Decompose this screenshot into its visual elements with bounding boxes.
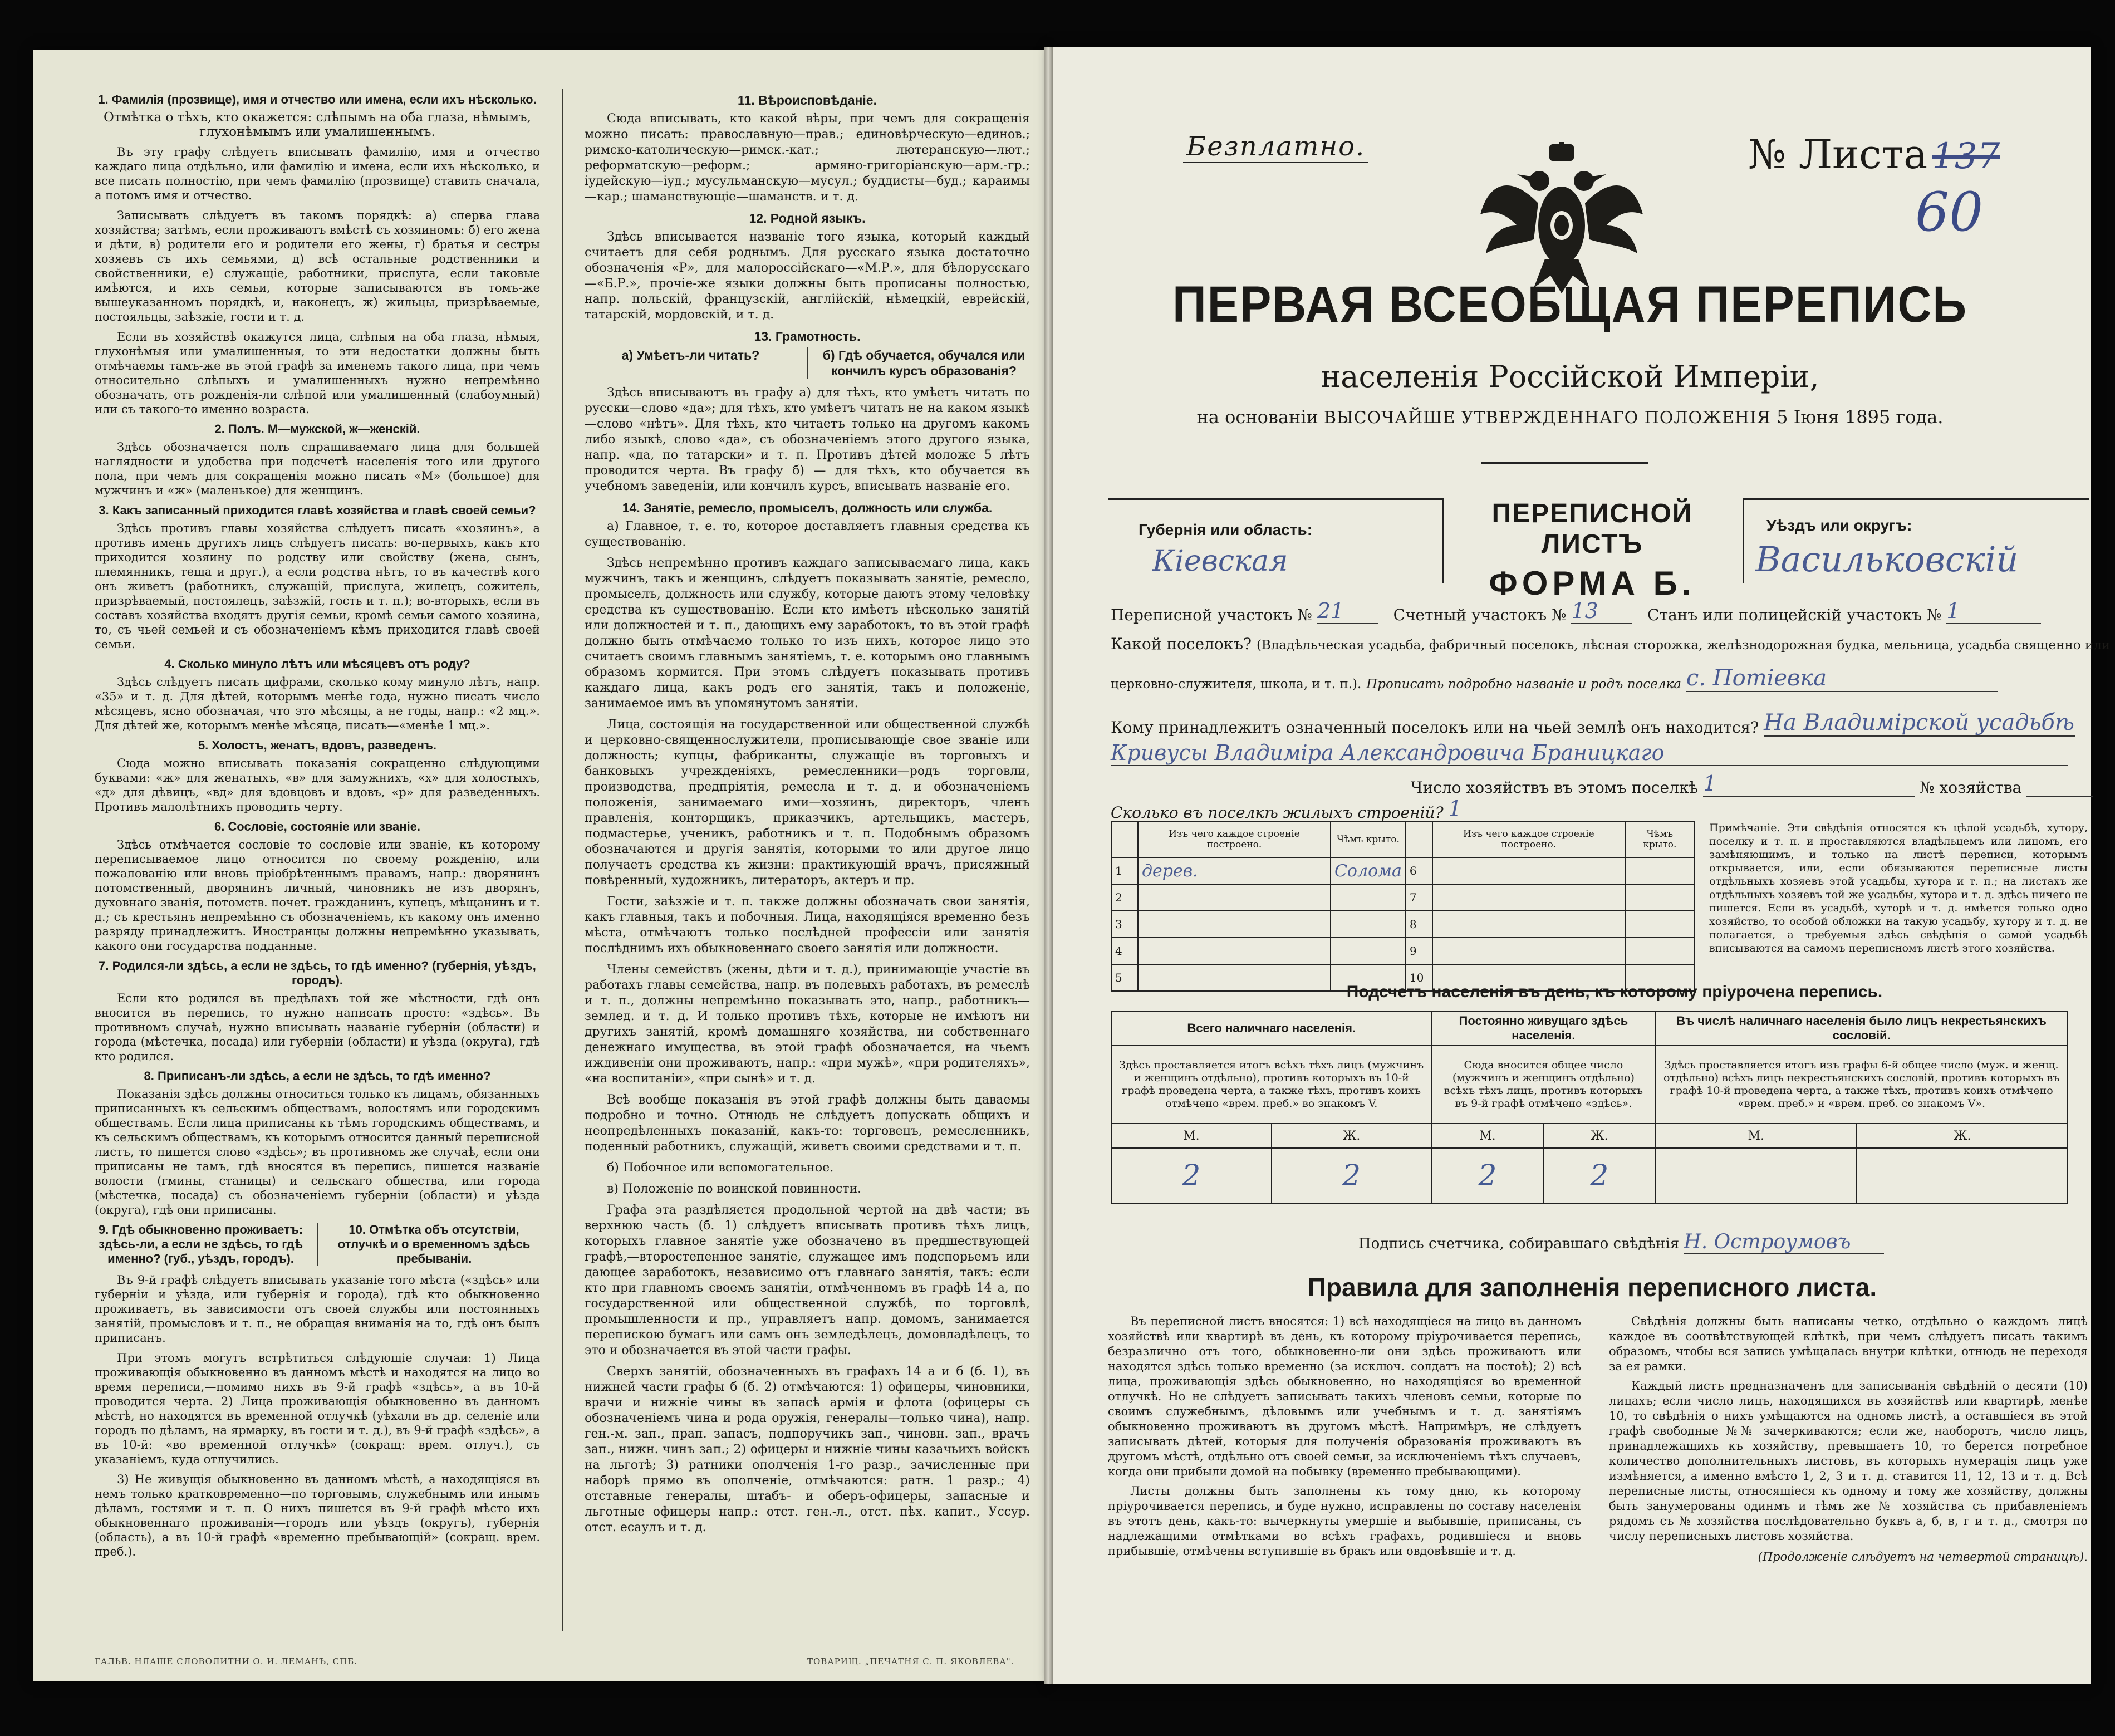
building-material xyxy=(1432,938,1625,964)
printer-footnote-right: ТОВАРИЩ. „ПЕЧАТНЯ С. П. ЯКОВЛЕВА". xyxy=(807,1656,1014,1666)
pop-header-permanent: Постоянно живущаго здѣсь населенія. xyxy=(1431,1011,1655,1046)
row-number: 10 xyxy=(1406,964,1432,991)
blank-header-2 xyxy=(1406,822,1432,857)
instruction-paragraph: Если въ хозяйствѣ окажутся лица, слѣпыя на оба глаза, нѣмыя, глухонѣмыя или умалишенныя, то эти недостатки должны быть отмѣчаемы тамъ-же въ этой графѣ за именемъ такого лица, при чемъ относительно слѣпыхъ и умалишенныхъ нужно непремѣнно обозначать, отъ рожденія-ли слѣпой или умалишенный (слабоумный) или съ такого-то именно возраста. xyxy=(95,330,540,416)
row-number: 6 xyxy=(1406,857,1432,884)
row-number: 5 xyxy=(1111,964,1138,991)
non-peasant-female-count xyxy=(1857,1148,2068,1204)
instruction-paragraph: Здѣсь отмѣчается сословіе то сословіе или званіе, къ которому переписываемое лицо относится по своему рожденію, или пожалованію или вновь пріобрѣтеннымъ правамъ, напр.: дворянинъ потомственный, дворянинъ личный, чиновникъ не изъ дворянъ, духовнаго званія, потомств. почет. гражданинъ, купецъ, мѣщанинъ и т. д.; съ крестьянъ непремѣнно съ обозначеніемъ, къ какому онъ именно разряду принадлежитъ. Иностранцы должны непремѣнно указывать, какого они государства подданные. xyxy=(95,838,540,953)
building-material xyxy=(1138,938,1331,964)
buildings-note: Примѣчаніе. Эти свѣдѣнія относятся къ цѣлой усадьбѣ, хутору, поселку и т. п. и проставляются владѣльцемъ или лицомъ, его замѣняющимъ, и только на листѣ переписи, которымъ открывается, или, если обязываются переписные листы отдѣльныхъ хозяевъ этой усадьбы, хутора и т. п.; на листахъ же отдѣльныхъ хозяевъ той же усадьбы, хутора и т. д. здѣсь ничего не пишется. Если въ усадьбѣ, хуторѣ и т. д. имѣется только одно хозяйство, то особой обложки на такую усадьбу, хутору и т. д. не полагается, а требуемыя здѣсь свѣдѣнія о самой усадьбѣ вписываются на самомъ переписномъ листѣ этого хозяйства. xyxy=(1709,822,2088,954)
form-title-line1: ПЕРЕПИСНОЙ ЛИСТЪ xyxy=(1491,499,1693,559)
divider xyxy=(807,347,808,379)
divider xyxy=(1481,462,1648,464)
basis-caps: ВЫСОЧАЙШЕ УТВЕРЖДЕННАГО ПОЛОЖЕНІЯ xyxy=(1324,408,1771,428)
table-row xyxy=(1111,884,1695,911)
roof-material xyxy=(1331,938,1406,964)
row-number: 3 xyxy=(1111,911,1138,938)
col-male: М. xyxy=(1431,1124,1543,1148)
buildings-table xyxy=(1111,821,1695,992)
district-box xyxy=(1743,498,2089,583)
population-title: Подсчетъ населенія въ день, къ которому пріурочена перепись. xyxy=(1346,983,1883,1001)
instruction-paragraph: Здѣсь непремѣнно противъ каждаго записываемаго лица, какъ мужчинъ, такъ и женщинъ, слѣдуетъ показывать занятіе, ремесло, промыселъ, должность или службу, которые даютъ этому человѣку средства къ существованію. Если кто имѣетъ нѣсколько занятій или должностей и т. п., дающихъ ему заработокъ, то въ этой графѣ должно быть отмѣчаемо только то изъ нихъ, которое лицо это считаетъ своимъ главнымъ занятіемъ, т. е. которымъ оно главнымъ образомъ кормится. При этомъ слѣдуетъ показывать противъ каждаго лица, какъ родъ его занятія, такъ и положеніе, занимаемое имъ въ упомянутомъ занятіи. xyxy=(585,556,1030,710)
section-title: 14. Занятіе, ремесло, промыселъ, должность или служба. xyxy=(622,501,993,515)
instruction-paragraph: Члены семействъ (жены, дѣти и т. д.), принимающіе участіе въ работахъ главы семейства, напр. въ полевыхъ работахъ, въ ремеслѣ и т. п., должны непремѣнно показывать это, напр., работникъ—землед. и т. д. И только противъ тѣхъ, которые не имѣютъ ни другихъ занятій, кромѣ домашняго хозяйства, ни собственнаго денежнаго имущества, въ этой графѣ обозначается, на чьемъ иждивеніи они проживаютъ, напр.: «при мужѣ», «при родителяхъ», «на воспитаніи», «при сынѣ» и т. д. xyxy=(585,963,1030,1086)
blank-header xyxy=(1111,822,1138,857)
settlement-type-row xyxy=(1111,635,2111,653)
province-label: Губернія или область: xyxy=(1139,521,1313,538)
table-row xyxy=(1111,938,1695,964)
roof-material: Солома xyxy=(1331,857,1406,884)
police-district-label: Станъ или полицейскій участокъ № xyxy=(1647,606,1942,624)
printer-footnote-left: ГАЛЬВ. НЛАШЕ СЛОВОЛИТНИ О. И. ЛЕМАНЪ, СПБ. xyxy=(95,1656,357,1666)
paired-section-titles xyxy=(585,347,1030,379)
legal-basis xyxy=(1136,406,2004,428)
instruction-paragraph: а) Главное, т. е. то, которое доставляетъ главныя средства къ существованію. xyxy=(585,519,1030,549)
instruction-paragraph: Записывать слѣдуетъ въ такомъ порядкѣ: а) сперва глава хозяйства; затѣмъ, если проживаютъ вмѣстѣ съ хозяиномъ: б) его жена и дѣти, в) родители его и родители его жены, г) братья и сестры хозяевъ съ ихъ семьями, д) всѣ остальные родственники и свойственники, е) служащіе, работники, прислуга, если таковые имѣются, и ихъ семьи, которые записываются въ томъ-же вышеуказанномъ порядкѣ, и, наконецъ, ж) жильцы, призрѣваемые, постояльцы, заѣзжіе, гости и т. д. xyxy=(95,209,540,323)
rules-paragraph: Въ переписной листъ вносятся: 1) всѣ находящіеся на лицо въ данномъ хозяйствѣ или квартирѣ въ день, къ которому пріурочивается перепись, безразлично отъ того, обыкновенно-ли они здѣсь проживаютъ или находятся здѣсь только временно (за исключ. солдатъ на постоѣ); 2) всѣ лица, проживающія здѣсь обыкновенно, но находящіяся во временной отлучкѣ. Но не слѣдуетъ записывать такихъ членовъ семьи, которые по своимъ служебнымъ, дѣловымъ или учебнымъ и т. д. занятіямъ обыкновенно проживаютъ въ другомъ мѣстѣ. Напримѣръ, не слѣдуетъ записывать дѣтей, которыя для полученія образованія проживаютъ въ другомъ мѣстѣ, отдѣльно отъ своей семьи, за исключеніемъ тѣхъ случаевъ, когда они прибыли домой на побывку (временно пребывающими). xyxy=(1108,1315,1581,1478)
pop-desc-non-peasant: Здѣсь проставляется итогъ изъ графы 6-й общее число (муж. и женщ. отдѣльно) всѣхъ лицъ некрестьянскихъ сословій, противъ которыхъ въ графѣ 10-й проведена черта, а также тѣхъ, противъ коихъ отмѣчено «врем. преб.» и «врем. преб. со знакомъ V». xyxy=(1655,1046,2068,1124)
building-material xyxy=(1432,884,1625,911)
instruction-paragraph: Здѣсь обозначается полъ спрашиваемаго лица для большей наглядности и удобства при подсчетѣ населенія того или другого пола, при чемъ для сокращенія можно писать «М» (большое) для мужчинъ и «ж» (маленькое) для женщинъ. xyxy=(95,440,540,497)
roof-header-1: Чѣмъ крыто. xyxy=(1331,822,1406,857)
roof-header-2: Чѣмъ крыто. xyxy=(1625,822,1695,857)
row-number: 4 xyxy=(1111,938,1138,964)
police-district-value: 1 xyxy=(1946,599,2041,624)
instruction-paragraph: Всѣ вообще показанія въ этой графѣ должны быть даваемы подробно и точно. Отнюдь не слѣдуетъ допускать общихъ и неопредѣленныхъ показаній, какъ-то: торговецъ, ремесленникъ, поденный работникъ, служащій, живетъ своими средствами и т. п. xyxy=(585,1093,1030,1154)
section-title: 13. Грамотность. xyxy=(754,329,861,344)
col-male: М. xyxy=(1655,1124,1857,1148)
row-number: 1 xyxy=(1111,857,1138,884)
divider xyxy=(317,1223,318,1266)
row-number: 9 xyxy=(1406,938,1432,964)
col-female: Ж. xyxy=(1543,1124,1655,1148)
section-title: а) Умѣетъ-ли читать? xyxy=(621,348,760,362)
form-title xyxy=(1447,498,1737,602)
signature-label: Подпись счетчика, собиравшаго свѣдѣнія xyxy=(1358,1235,1680,1252)
owner-row-2 xyxy=(1111,741,2079,766)
section-title: 12. Родной языкъ. xyxy=(749,211,866,225)
roof-material xyxy=(1331,884,1406,911)
roof-material xyxy=(1625,938,1695,964)
rules-paragraph: Свѣдѣнія должны быть написаны четко, отдѣльно о каждомъ лицѣ каждое въ соотвѣтствующей клѣткѣ, при чемъ слѣдуетъ писать такимъ образомъ, чтобы вся запись умѣщалась внутри клѣтки, отнюдь не переходя за ея рамки. xyxy=(1609,1315,2088,1373)
census-district-label: Переписной участокъ № xyxy=(1111,606,1312,624)
section-title: 7. Родился-ли здѣсь, а если не здѣсь, то гдѣ именно? (губернія, уѣздъ, городъ). xyxy=(99,959,536,987)
section-title: 4. Сколько минуло лѣтъ или мѣсяцевъ отъ роду? xyxy=(164,657,470,671)
sheet-number-label: № Листа xyxy=(1748,131,1928,178)
instruction-paragraph: 3) Не живущія обыкновенно въ данномъ мѣстѣ, а находящіяся въ немъ только кратковременно—по торговымъ, служебнымъ или инымъ дѣламъ, гостями и т. п. О нихъ пишется въ 9-й графѣ мѣсто ихъ обыкновеннаго проживанія—городъ или уѣздъ (округъ), губернія (область), а въ 10-й графѣ «временно пребывающій» (сокращ. врем. преб.). xyxy=(95,1473,540,1558)
counting-district-label: Счетный участокъ № xyxy=(1393,606,1567,624)
settlement-label: Какой поселокъ? xyxy=(1111,635,1252,653)
pop-desc-present: Здѣсь проставляется итогъ всѣхъ тѣхъ лицъ (мужчинъ и женщинъ отдѣльно), противъ которыхъ въ 10-й графѣ проведена черта, а также тѣхъ, противъ коихъ отмѣчено «врем. преб.» во знакомъ V. xyxy=(1111,1046,1431,1124)
district-numbers-row xyxy=(1111,599,2079,624)
page-fold xyxy=(1044,47,1053,1684)
instruction-paragraph: Въ 9-й графѣ слѣдуетъ вписывать указаніе того мѣста («здѣсь» или губерніи и уѣзда, или губернія и города), гдѣ кто обыкновенно проживаетъ, въ зависимости отъ своей службы или постоянныхъ занятій, промысловъ и т. п., не обращая вниманія на то, гдѣ онъ былъ приписанъ. xyxy=(95,1273,540,1345)
page-title: ПЕРВАЯ ВСЕОБЩАЯ ПЕРЕПИСЬ xyxy=(1172,276,1967,333)
material-header-1: Изъ чего каждое строеніе построено. xyxy=(1138,822,1331,857)
building-material xyxy=(1138,911,1331,938)
instruction-paragraph: Въ эту графу слѣдуетъ вписывать фамилію, имя и отчество каждаго лица отдѣльно, или фамилію и имена, если ихъ нѣсколько, и все писать полностію, при чемъ фамилію (прозвище) ставить сначала, а потомъ имя и отчество. xyxy=(95,145,540,202)
instruction-paragraph: Гости, заѣзжіе и т. п. также должны обозначать свои занятія, какъ главныя, такъ и побочныя. Лица, находящіяся временно безъ мѣста, отмѣчаютъ только послѣдней профессіи или занятія послѣднимъ ихъ обыкновеннаго своего занятія или должности. xyxy=(585,895,1030,955)
settlement-name-row xyxy=(1111,665,2079,692)
permanent-male-count: 2 xyxy=(1431,1148,1543,1204)
row-number: 7 xyxy=(1406,884,1432,911)
instruction-paragraph: в) Положеніе по воинской повинности. xyxy=(607,1182,862,1196)
present-male-count: 2 xyxy=(1111,1148,1272,1204)
province-box xyxy=(1108,498,1444,583)
section-subtitle: Отмѣтка о тѣхъ, кто окажется: слѣпымъ на оба глаза, нѣмымъ, глухонѣмымъ или умалишеннымъ. xyxy=(104,110,531,139)
column-divider xyxy=(562,89,563,1631)
rules-title: Правила для заполненія переписного листа. xyxy=(1307,1273,1877,1302)
instruction-paragraph: Графа эта раздѣляется продольной чертой на двѣ части; въ верхнюю часть (б. 1) слѣдуетъ вписывать противъ тѣхъ лицъ, которыхъ главное занятіе уже обозначено въ предшествующей графѣ,—второстепенное занятіе, служащее имъ подспорьемъ или дающее заработокъ, независимо отъ главнаго занятія, такъ: если кто при главномъ своемъ занятіи, отмѣченномъ въ графѣ 14 а, по государственной или общественной службѣ, по торговлѣ, промышленности и пр., управляетъ напр. домомъ, занимается перепискою бумагъ или самъ онъ земледѣлецъ, домовладѣлецъ, то это и обозначается въ этой части графы. xyxy=(585,1203,1030,1357)
basis-post: 5 Іюня 1895 года. xyxy=(1777,406,1944,428)
instructions-column-1 xyxy=(95,89,540,1565)
households-value: 1 xyxy=(1703,771,1915,797)
district-label: Уѣздъ или округъ: xyxy=(1766,517,1912,534)
building-material xyxy=(1138,884,1331,911)
row-number: 8 xyxy=(1406,911,1432,938)
buildings-value: 1 xyxy=(1449,796,1521,822)
section-title: 6. Сословіе, состояніе или званіе. xyxy=(214,820,421,833)
instruction-paragraph: Сверхъ занятій, обозначенныхъ въ графахъ 14 а и б (б. 1), въ нижней части графы б (б. 2) отмѣчаются: 1) офицеры, чиновники, врачи и нижніе чины въ запасѣ армія и флота (офицеры съ обозначеніемъ чина и рода оружія, генералы—только чина), напр. ген.-м. зап., прап. запасъ, подпоручикъ зап., чиновн. зап., врачъ зап., нижн. чинъ зап.; 2) офицеры и нижніе чины казачьихъ войскъ на льготѣ; 3) ратники ополченія 1-го разр., зачисленные при наборѣ прямо въ ополченіе, отмѣчаются: ратн. 1 разр.; 4) отставные генералы, штабъ- и оберъ-офицеры, запасные и льготные офицеры напр.: отст. ген.-л., отст. пѣх. капит., Уссур. отст. есаулъ и т. д. xyxy=(585,1365,1030,1534)
roof-material xyxy=(1625,884,1695,911)
district-value: Васильковскій xyxy=(1755,539,2019,580)
section-title: 11. Вѣроисповѣданіе. xyxy=(738,93,877,107)
owner-row xyxy=(1111,710,2079,737)
col-female: Ж. xyxy=(1272,1124,1432,1148)
table-row xyxy=(1111,857,1695,884)
settlement-value: с. Потіевка xyxy=(1686,665,1998,692)
province-value: Кіевская xyxy=(1152,545,1288,578)
rules-paragraph: Листы должны быть заполнены къ тому дню, къ которому пріурочивается перепись, и буде нужно, исправлены по составу населенія въ этотъ день, какъ-то: вычеркнуты умершіе и выбывшіе, приписаны, съ надлежащими отмѣтками во всѣхъ графахъ, родившіеся и вновь прибывшіе, отмѣчены вступившіе въ бракъ или овдовѣвшіе и т. д. xyxy=(1108,1484,1581,1558)
sheet-number xyxy=(1748,131,2000,178)
buildings-label: Сколько въ поселкѣ жилыхъ строеній? xyxy=(1111,803,1444,822)
continued-note: (Продолженіе слѣдуетъ на четвертой страницѣ). xyxy=(1758,1550,2088,1563)
sheet-number-handwritten: 137 xyxy=(1932,136,2000,177)
enumerator-signature-row xyxy=(1358,1230,1884,1254)
instruction-paragraph: При этомъ могутъ встрѣтиться слѣдующіе случаи: 1) Лица проживающія обыкновенно въ данномъ мѣстѣ и находятся на лицо во время переписи,—помимо нихъ въ 9-й графѣ «здѣсь», а въ 10-й проводится черта. 2) Лица проживающія обыкновенно въ данномъ мѣстѣ, но находятся въ временной отлучкѣ (уѣхали въ др. селеніе или городъ по дѣламъ, на ярмарку, въ гости и т. д.), въ 9-й графѣ «здѣсь», а въ 10-й: «во временной отлучкѣ» (сокращ: врем. отлуч.), съ указаніемъ, куда отлучились. xyxy=(95,1351,540,1466)
pop-header-present: Всего наличнаго населенія. xyxy=(1111,1011,1431,1046)
building-material: дерев. xyxy=(1138,857,1331,884)
instruction-paragraph: Сюда можно вписывать показанія сокращенно слѣдующими буквами: «ж» для женатыхъ, «в» для замужнихъ, «х» для холостыхъ, «д» для дѣвицъ, «вд» для вдовцовъ и вдовъ, «р» для разведенныхъ. Противъ малолѣтнихъ проводить черту. xyxy=(95,757,540,813)
buildings-row xyxy=(1111,796,2079,822)
households-label: Число хозяйствъ въ этомъ поселкѣ xyxy=(1410,778,1699,797)
form-title-line2: ФОРМА Б. xyxy=(1489,565,1696,602)
instruction-paragraph: Здѣсь вписывается названіе того языка, который каждый считаетъ для себя роднымъ. Для русскаго языка достаточно обозначенія «Р», для малороссійскаго—«М.Р.», для бѣлорусскаго—«Б.Р.», прочіе-же языки должны быть прописаны полностью, напр. польскій, французскій, англійскій, нѣмецкій, еврейскій, татарскій, мордовскій, и т. д. xyxy=(585,230,1030,322)
section-title: 10. Отмѣтка объ отсутствіи, отлучкѣ и о временномъ здѣсь пребываніи. xyxy=(337,1223,531,1266)
settlement-hint: (Владѣльческая усадьба, фабричный поселокъ, лѣсная сторожка, желѣзнодорожная будка, мельница, усадьба священно или xyxy=(1256,638,2111,653)
roof-material xyxy=(1625,911,1695,938)
col-female: Ж. xyxy=(1857,1124,2068,1148)
section-title: 9. Гдѣ обыкновенно проживаетъ: здѣсь-ли, а если не здѣсь, то гдѣ именно? (губ., уѣздъ, городъ). xyxy=(98,1223,303,1266)
double-headed-eagle-emblem xyxy=(1478,142,1645,295)
population-table xyxy=(1111,1011,2068,1204)
pop-header-non-peasant: Въ числѣ наличнаго населенія было лицъ некрестьянскихъ сословій. xyxy=(1655,1011,2068,1046)
paired-section-titles xyxy=(95,1223,540,1266)
instruction-paragraph: б) Побочное или вспомогательное. xyxy=(607,1161,834,1175)
roof-material xyxy=(1331,911,1406,938)
rules-column-1 xyxy=(1108,1314,1581,1563)
basis-pre: на основаніи xyxy=(1196,406,1318,428)
building-material xyxy=(1432,911,1625,938)
owner-value-1: На Владимірской усадьбѣ xyxy=(1764,710,2075,737)
household-number-label: № хозяйства xyxy=(1920,778,2022,797)
counting-district-value: 13 xyxy=(1571,599,1632,624)
present-female-count: 2 xyxy=(1272,1148,1432,1204)
section-title: 3. Какъ записанный приходится главѣ хозяйства и главѣ своей семьи? xyxy=(99,503,536,517)
non-peasant-male-count xyxy=(1655,1148,1857,1204)
instruction-paragraph: Здѣсь противъ главы хозяйства слѣдуетъ писать «хозяинъ», а противъ именъ другихъ лицъ слѣдуетъ писать: во-первыхъ, какъ кто приходится хозяину по родству или свойству (жена, сынъ, племянникъ, теща и друг.), а если родства нѣтъ, то въ качествѣ кого онъ живетъ (работникъ, служащій, прислуга, жилецъ, сожитель, призрѣваемый, постоялецъ, заѣзжій, гость и т. п.); во-вторыхъ, если въ составъ хозяйства входятъ другія семьи, кромѣ семьи самого хозяина, то, съ чьей семьей и съ обозначеніемъ кѣмъ приходится главѣ своей семьи. xyxy=(95,522,540,651)
instruction-paragraph: Показанія здѣсь должны относиться только къ лицамъ, обязанныхъ приписанныхъ къ сельскимъ обществамъ, волостямъ или городскимъ обществамъ. Если лица приписаны къ тѣмъ городскимъ обществамъ, и къ сельскимъ обществамъ, къ которымъ относится данный переписной листъ, то пишется слово «здѣсь»; въ противномъ же случаѣ, если они приписаны не тамъ, гдѣ вносятся въ перепись, пишется названіе волости (гмины, станицы) и сельскаго общества, или города (мѣстечка, посада) съ обозначеніемъ губерніи (области) и уѣзда (округа), гдѣ они приписаны. xyxy=(95,1087,540,1217)
instruction-paragraph: Здѣсь вписываютъ въ графу а) для тѣхъ, кто умѣетъ читать по русски—слово «да»; для тѣхъ, кто умѣетъ читать не на каком языкѣ—слово «нѣтъ». Для тѣхъ, кто читаетъ только на другомъ какомъ либо языкѣ, слово «да», съ обозначеніемъ этого другого языка, напр. «да, по татарски» и т. п. Противъ дѣтей моложе 5 лѣтъ проводится черта. Въ графу б) — для тѣхъ, кто обучается въ учебномъ заведеніи, или кончилъ курсъ, вписывать названіе его. xyxy=(585,386,1030,493)
section-title: б) Гдѣ обучается, обучался или кончилъ курсъ образованія? xyxy=(822,348,1025,378)
instruction-paragraph: Сюда вписывать, кто какой вѣры, при чемъ для сокращенія можно писать: православную—прав.; единовѣрческую—единов.; римско-католическую—римск.-кат.; лютеранскую—лют.; реформатскую—реформ.; армяно-григоріанскую—арм.-гр.; іудейскую—іуд.; мусульманскую—мусул.; буддисты—буд.; караимы—кар.; шаманствующіе—шаманств. и т. д. xyxy=(585,112,1030,204)
owner-value-2: Кривусы Владиміра Александровича Браницкаго xyxy=(1111,741,2068,766)
settlement-hint-2: церковно-служителя, школа, и т. п.). xyxy=(1111,677,1362,692)
rules-paragraph: Каждый листъ предназначенъ для записыванія свѣдѣній о десяти (10) лицахъ; если число лицъ, находящихся въ хозяйствѣ или квартирѣ, менѣе 10, то свѣдѣнія о нихъ умѣщаются на одномъ листѣ, а оставшіеся въ этой графѣ свободные №№ зачеркиваются; если же, наоборотъ, число лицъ, принадлежащихъ къ хозяйству, превышаетъ 10, то берется потребное количество дополнительныхъ листовъ, въ которыхъ нумерація лицъ уже измѣняется, а именно вмѣсто 1, 2, 3 и т. д. ставится 11, 12, 13 и т. д. Всѣ переписные листы, относящіеся къ одному и тому же хозяйству, должны быть занумерованы одинмъ и тѣмъ же № хозяйства съ прибавленіемъ рядомъ съ № хозяйства послѣдовательно буквъ а, б, в, г и т. д., смотря по числу переписныхъ листовъ хозяйства. xyxy=(1609,1379,2088,1543)
census-district-value: 21 xyxy=(1317,599,1378,624)
page-subtitle: населенія Россійской Имперіи, xyxy=(1321,359,1819,394)
row-number: 2 xyxy=(1111,884,1138,911)
section-title: 1. Фамилія (прозвище), имя и отчество или имена, если ихъ нѣсколько. xyxy=(98,92,537,106)
free-label: Безплатно. xyxy=(1183,131,1368,163)
permanent-female-count: 2 xyxy=(1543,1148,1655,1204)
section-title: 5. Холостъ, женатъ, вдовъ, разведенъ. xyxy=(198,738,437,752)
section-title: 2. Полъ. М—мужской, ж—женскій. xyxy=(214,422,420,436)
instruction-paragraph: Лица, состоящія на государственной или общественной службѣ и церковно-священнослужители, прописывающіе свое званіе или должность; купцы, фабриканты, служащіе въ торговыхъ и банковыхъ учрежденіяхъ, ремесленники—родъ торговли, производства, предпріятія, ремесла и т. д. и обозначеніемъ положенія, занимаемаго ими—хозяинъ, директоръ, членъ правленія, конторщикъ, приказчикъ, артельщикъ, мастеръ, подмастерье, ученикъ, работникъ и т. п. Подобнымъ образомъ обозначаются и другія занятія, которыми то или другое лицо получаетъ средства къ жизни: практикующій врачъ, присяжный повѣренный, художникъ, литераторъ, актеръ и пр. xyxy=(585,718,1030,887)
section-title: 8. Приписанъ-ли здѣсь, а если не здѣсь, то гдѣ именно? xyxy=(144,1069,491,1083)
household-number-field xyxy=(2026,777,2093,797)
instruction-paragraph: Здѣсь слѣдуетъ писать цифрами, сколько кому минуло лѣтъ, напр. «35» и т. д. Для дѣтей, которымъ менѣе года, нужно писать число мѣсяцевъ, ясно обозначая, что это мѣсяцы, а не годы, напр.: «2 мц.». Для дѣтей же, которымъ менѣе мѣсяца, писать—«менѣе 1 мц.». xyxy=(95,675,540,732)
col-male: М. xyxy=(1111,1124,1272,1148)
households-row xyxy=(1111,771,2079,797)
sheet-number-handwritten-2: 60 xyxy=(1915,181,1984,243)
material-header-2: Изъ чего каждое строеніе построено. xyxy=(1432,822,1625,857)
pop-desc-permanent: Сюда вносится общее число (мужчинъ и женщинъ отдѣльно) всѣхъ тѣхъ лицъ, противъ которыхъ въ 9-й графѣ отмѣчено «здѣсь». xyxy=(1431,1046,1655,1124)
settlement-instruction: Прописать подробно названіе и родъ поселка xyxy=(1366,677,1681,692)
roof-material xyxy=(1625,857,1695,884)
table-row xyxy=(1111,911,1695,938)
instructions-column-2 xyxy=(585,89,1030,1541)
signature-value: Н. Остроумовъ xyxy=(1684,1230,1884,1254)
instruction-paragraph: Если кто родился въ предѣлахъ той же мѣстности, гдѣ онъ вносится въ перепись, то нужно написать просто: «здѣсь». Въ противномъ случаѣ, нужно вписывать названіе губерніи (области) и города (мѣстечка, посада) или губерніи (области) и уѣзда (округа), гдѣ кто родился. xyxy=(95,992,540,1063)
rules-column-2 xyxy=(1609,1314,2088,1565)
building-material xyxy=(1432,857,1625,884)
owner-label: Кому принадлежитъ означенный поселокъ или на чьей землѣ онъ находится? xyxy=(1111,718,1759,737)
